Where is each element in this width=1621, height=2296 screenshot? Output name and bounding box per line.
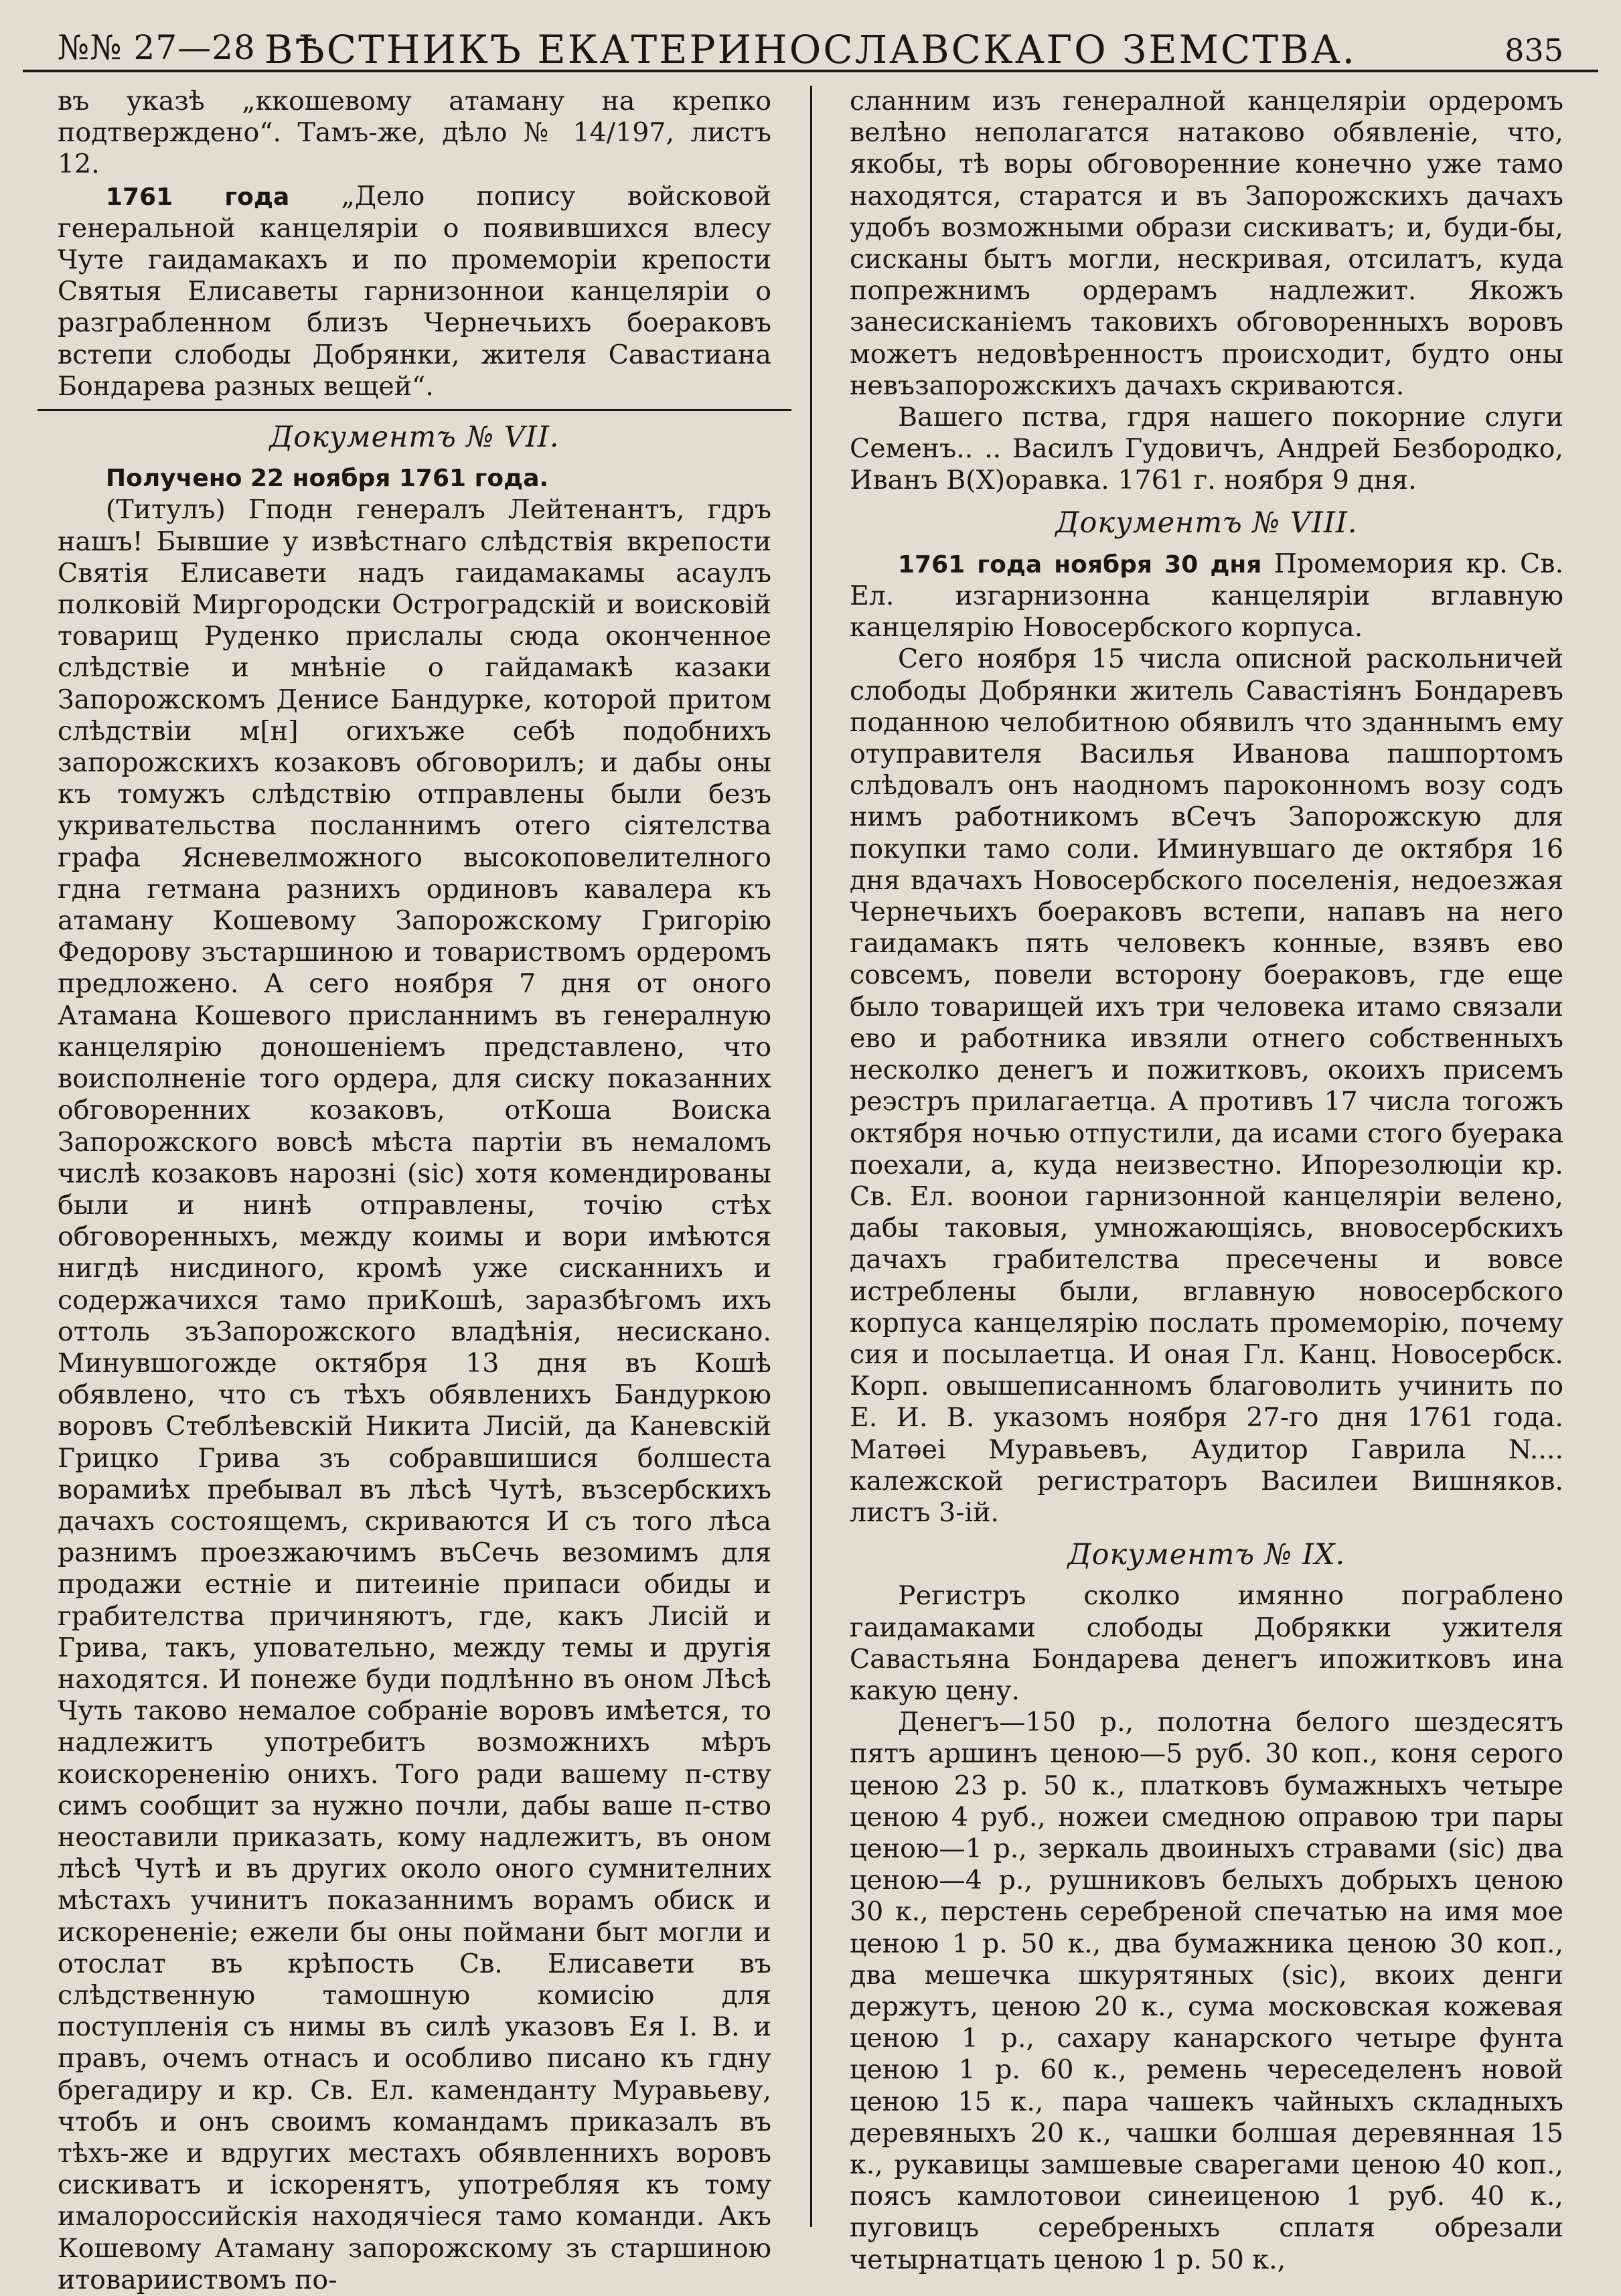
page-number: 835 [1504,32,1563,68]
doc9-list: Денегъ—150 р., полотна белого шездесятъ пятъ аршинъ ценою—5 руб. 30 коп., коня серого ценою 23 р. 50 к., платковъ бумажныхъ четыре ценою 4 руб., ножеи смедною оправою три пары ценою—1 р., зеркаль двоиныхъ стравами (sic) два ценою—4 р., рушниковъ белыхъ добрыхъ ценою 30 к., перстень серебреной спечатью на имя мое ценою 1 р. 50 к., два бумажника ценою 30 коп., два мешечка шкурятяных (sic), вкоих денги держутъ, ценою 20 к., сума московская кожевая ценою 1 р., сахару канарского четыре фунта ценою 1 р. 60 к., ремень череседеленъ новой ценою 15 к., пара чашекъ чайныхъ складныхъ деревяныхъ 20 к., чашки болшая деревянная 15 к., рукавицы замшевые свaрегами ценою 40 коп., поясъ камлотовои синеиценою 1 руб. 40 к., пуговицъ серебреныхъ сплатя обрезали четырнатцать ценою 1 р. 50 к., [850,1707,1563,2275]
doc9-intro: Регистръ сколко имянно пограблено гаидамаками слободы Добрякки ужителя Савастьяна Бондарева денегъ ипожитковъ ина какую цену. [850,1580,1563,1706]
doc8-heading: Документъ № VIII. [1055,506,1358,540]
left-column [58,86,771,2295]
case-1761-text: „Дело попису войсковой генеральной канцеляріи о появившихся влесу Чуте гаидамакахъ и по промеморіи крепости Святыя Елисаветы гарнизоннои канцеляріи о разграбленном близъ Чернечьихъ боераковъ встепи слободы Добрянки, жителя Савастиана Бондарева разных вещей“. [58,180,771,402]
header-rule [23,70,1598,72]
text-columns [58,86,1564,2295]
right-column [850,86,1564,2275]
case-1761-year: 1761 года [106,183,290,211]
doc8-intro: Промемория кр. Св. Ел. изгарнизонна канцеляріи вглавную канцелярію Новосербского корпуса. [850,548,1564,643]
intro-paragraph: въ указѣ „ккошевому атаману на крепко подтверждено“. Тамъ-же, дѣло № 14/197, листъ 12. [58,86,771,180]
journal-title: ВѢСТНИКЪ ЕКАТЕРИНОСЛАВСКАГО ЗЕМСТВА. [264,27,1357,72]
doc7-continuation: сланним изъ генералной канцеляріи ордеромъ велѣно неполагатся натаково обявленіе, что, якобы, тѣ воры обговоренние конечно уже тамо находятся, старатся и въ Запорожскихъ дачахъ удобъ возможными образи сискиватъ; и, буди-бы, сисканы бытъ могли, нескривая, отсилатъ, куда попрежнимъ ордерамъ надлежит. Якожъ занесисканіемъ таковихъ обговоренныхъ воровъ можетъ недовѣренностъ происходит, будто оны невъзапорожскихъ дачахъ скриваются. [850,86,1563,401]
section-rule [37,409,791,411]
doc7-signature: Вашего пства, гдря нашего покорние слуги Семенъ.. .. Василъ Гудовичъ, Андрей Безбородко, Иванъ В(Х)оравка. 1761 г. ноября 9 дня. [850,402,1563,496]
doc7-received: Получено 22 ноября 1761 года. [106,465,549,493]
doc9-heading: Документъ № IX. [1067,1538,1346,1572]
doc8-body: Сего ноября 15 числа описной раскольничей слободы Добрянки житель Савастіянъ Бондаревъ поданною челобитною обявилъ что зданнымъ ему отуправителя Василья Иванова пашпортомъ слѣдовалъ онъ наодномъ пароконномъ возу содъ нимъ работникомъ вСечъ Запорожскую для покупки тамо соли. Иминувшаго де октября 16 дня вдачахъ Новосербского поселенія, недоезжая Чернечьихъ боераковъ встепи, напавъ на него гаидамакъ пять человекъ конные, взявъ ево совсемъ, повели всторону боераковъ, где еще было товарищей ихъ три человека итамо связали ево и работника ивзяли отнего собственныхъ несколко денегъ и пожитковъ, окоихъ присемъ реэстръ прилагаетца. А противъ 17 числа тогожъ октября ночью отпустили, да исами стого буерака поехали, а, куда неизвестно. Ипорезолюціи кр. Св. Ел. воонои гарнизонной канцеляріи велено, дабы таковыя, умножающіясь, вновосербскихъ дачахъ грабителства пресечены и вовсе истреблены были, вглавную новосербского корпуса канцелярію послать промеморію, почему сия и посылаетца. И оная Гл. Канц. Новосербск. Корп. овышеписанномъ благоволить учинить по Е. И. В. указомъ ноября 27-го дня 1761 года. Матѳеі Муравьевъ, Аудитор Гаврила N.... калежской регистраторъ Василеи Вишняков. листъ 3-ій. [850,643,1563,1528]
issue-number: №№ 27—28 [58,28,256,67]
case-1761-paragraph [58,181,771,402]
doc8-date: 1761 года ноября 30 дня [898,550,1262,579]
doc7-heading: Документъ № VII. [269,420,560,455]
doc7-body: (Титулъ) Гподн генералъ Лейтенантъ, гдръ нашъ! Бывшие у извѣстнаго слѣдствія вкрепости Святія Елисавети надъ гаидамакамы асаулъ полковій Миргородски Остроградскій и воисковій товарищ Руденко прислалы сюда оконченное слѣдствіе и мнѣніе о гайдамакѣ казаки Запорожскомъ Денисе Бандурке, которой притом слѣдствіи м[н] огихъже себѣ подобнихъ запорожскихъ козаковъ обговорилъ; и дабы оны къ томужъ слѣдствію отправлены были безъ укривательства посланнимъ отего сіятелства графа Ясневелможного высокоповелителного гдна гетмана разнихъ ординовъ кавалера къ атаману Кошевому Запорожскому Григорію Федорову зъстаршиною и товариствомъ ордеромъ предложено. А сего ноября 7 дня от оного Атамана Кошевого присланнимъ въ генералную канцелярію доношеніемъ представлено, что воисполненіе того ордера, для сиску показанних обговоренних козаковъ, отКоша Воиска Запорожского вовсѣ мѣста партіи въ немаломъ числѣ козаковъ нарозні (sic) хотя комендированы были и нинѣ отправлены, точію стѣх обговоренныхъ, между коимы и вори имѣются нигдѣ нисдиного, кромѣ уже сисканнихъ и содержачихся тамо приКошѣ, заразбѣгомъ ихъ оттоль зъЗапорожского владѣнія, несискано. Минувшогожде октября 13 дня въ Кошѣ обявлено, что съ тѣхъ обявленихъ Бандуркою воровъ Стеблѣевскій Никита Лисій, да Каневскій Грицко Грива зъ собравшишися болшеста ворамиѣх пребывал въ лѣсѣ Чутѣ, възсербскихъ дачахъ состоящемъ, скриваются И съ того лѣса разнимъ проезжаючимъ въСечь везомимъ для продажи естніе и питеиніе припаси обиды и грабителства причиняютъ, где, какъ Лисій и Грива, такъ, уповательно, между темы и другія находятся. И понеже буди подлѣнно въ оном Лѣсѣ Чуть таково немалое собраніе воровъ имѣется, то надлежитъ употребитъ возможнихъ мѣръ коискорененію онихъ. Того ради вашему п-ству симъ сообщит за нужно почли, дабы ваше п-ство неоставили приказать, кому надлежитъ, въ оном лѣсѣ Чутѣ и въ других около оного сумнителних мѣстахъ учинитъ показаннимъ ворамъ обиск и искорененіе; ежели бы оны поймани быт могли и отослат въ крѣпость Св. Елисавети въ слѣдственную тамошную комисію для поступленія съ нимы въ силѣ указовъ Ея І. В. и правъ, очемъ отнасъ и особливо писано къ гдну брегадиру и кр. Св. Ел. камендантy Муравьеву, чтобъ и онъ своимъ командамъ приказалъ въ тѣхъ-же и вдругих местахъ обявленнихъ воровъ сискиватъ и іскоренятъ, употребляя къ тому ималороссийскія находячіеся тамо команди. Акъ Кошевому Атаману запорожскому зъ старшиною итоварииствомъ по- [58,494,771,2295]
column-divider [810,86,812,2227]
page-header [35,23,1586,84]
doc8-intro-paragraph [850,548,1563,644]
